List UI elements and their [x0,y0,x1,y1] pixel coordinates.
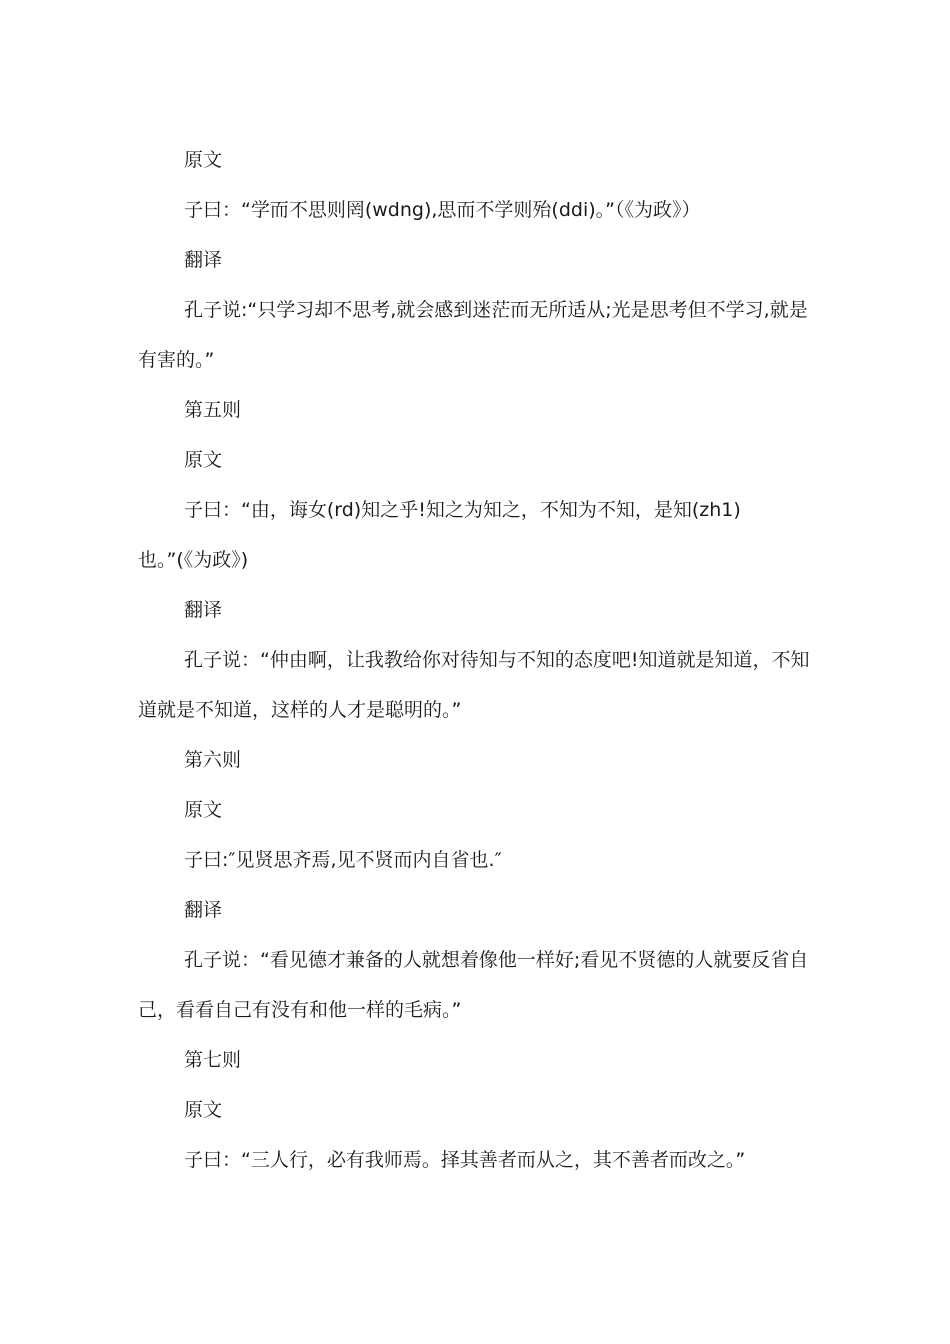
section-label-original: 原文 [184,799,223,821]
translation-text: 孔子说：“看见德才兼备的人就想着像他一样好;看见不贤德的人就要反省自己，看看自己有没有和他一样的毛病。” [138,949,809,1021]
section-label-original: 原文 [184,149,223,171]
section-label-translation: 翻译 [184,249,223,271]
section-label-original: 原文 [184,449,223,471]
translation-text: 孔子说：“仲由啊，让我教给你对待知与不知的态度吧!知道就是知道，不知道就是不知道，这样的人才是聪明的。” [138,649,810,721]
quote-text: 子曰：“三人行，必有我师焉。择其善者而从之，其不善者而改之。” [184,1149,746,1171]
section-label-original: 原文 [184,1099,223,1121]
quote-text: 子曰:″见贤思齐焉,见不贤而内自省也.″ [184,849,502,871]
quote-text: 子曰：“由，诲女(rd)知之乎!知之为知之，不知为不知，是知(zh1)也。”(《为政》) [138,499,741,571]
section-label-translation: 翻译 [184,899,223,921]
section-label-translation: 翻译 [184,599,223,621]
quote-text: 子曰：“学而不思则罔(wdng),思而不学则殆(ddi)。”（《为政》） [184,199,701,221]
chapter-heading: 第五则 [184,399,242,421]
chapter-heading: 第七则 [184,1049,242,1071]
chapter-heading: 第六则 [184,749,242,771]
translation-text: 孔子说:“只学习却不思考,就会感到迷茫而无所适从;光是思考但不学习,就是有害的。” [138,299,808,371]
